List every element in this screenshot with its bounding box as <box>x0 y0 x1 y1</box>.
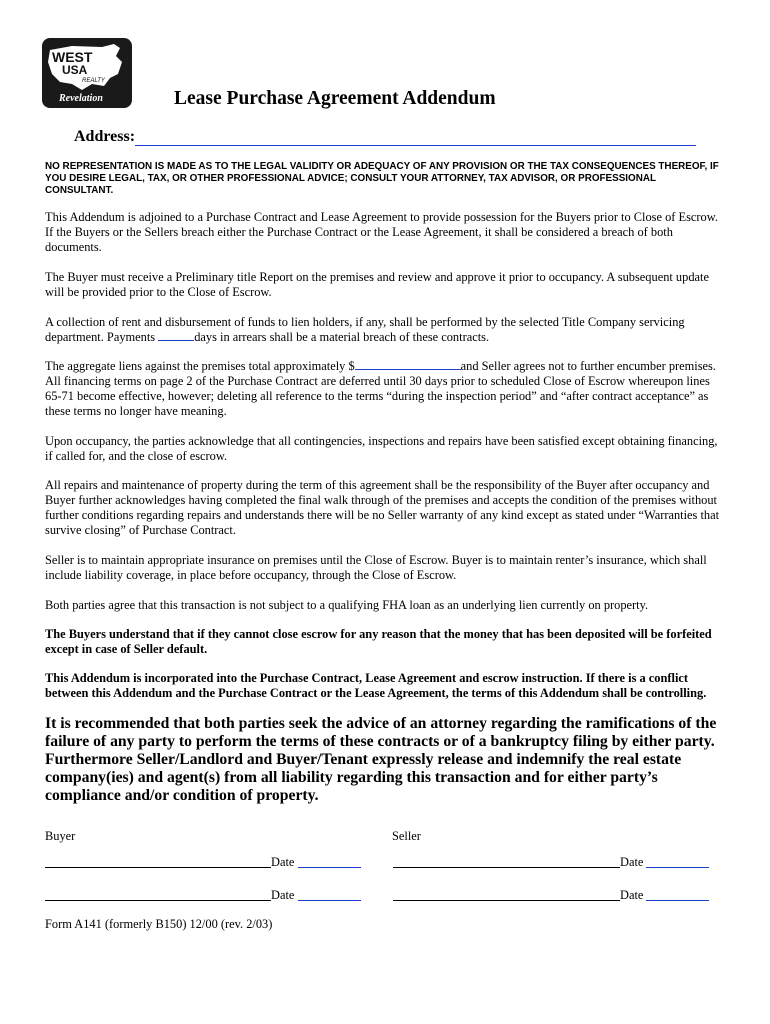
paragraph-possession: This Addendum is adjoined to a Purchase Contract and Lease Agreement to provide possession for the Buyers prior to Close of Escrow. If the Buyers or the Sellers breach either the Purchase Contract or the Lease Agreement, it shall be considered a breach of both documents. <box>45 210 718 254</box>
form-number-footer: Form A141 (formerly B150) 12/00 (rev. 2/03) <box>45 917 273 931</box>
payments-days-field[interactable] <box>158 330 194 341</box>
seller-signature-line-1[interactable] <box>393 867 620 868</box>
seller-signature-line-2[interactable] <box>393 900 620 901</box>
buyer-date-label-1: Date <box>271 855 295 869</box>
seller-date-field-2[interactable] <box>646 900 709 901</box>
paragraph-fha: Both parties agree that this transaction is not subject to a qualifying FHA loan as an underlying lien currently on property. <box>45 598 649 612</box>
paragraph-forfeit: The Buyers understand that if they cannot close escrow for any reason that the money that has been deposited will be forfeited except in case of Seller default. <box>45 627 712 656</box>
address-field[interactable] <box>135 145 696 146</box>
buyer-date-field-2[interactable] <box>298 900 361 901</box>
company-logo <box>42 38 132 108</box>
liens-amount-field[interactable] <box>355 359 461 370</box>
document-title: Lease Purchase Agreement Addendum <box>174 88 496 109</box>
paragraph-liens <box>45 359 725 419</box>
paragraph-rent-text-b: days in arrears shall be a material breach of these contracts. <box>194 330 490 344</box>
buyer-date-label-2: Date <box>271 888 295 902</box>
seller-label: Seller <box>392 829 421 843</box>
paragraph-insurance: Seller is to maintain appropriate insurance on premises until the Close of Escrow. Buyer is to maintain renter’s insurance, which shall include liability coverage, in place before occupancy, through the Close of Escrow. <box>45 553 707 582</box>
paragraph-incorporation: This Addendum is incorporated into the Purchase Contract, Lease Agreement and escrow instruction. If there is a conflict between this Addendum and the Purchase Contract or the Lease Agreement, the terms of this Addendum shall be controlling. <box>45 671 707 700</box>
logo-line1: WEST <box>52 49 93 65</box>
paragraph-liens-text-b: and Seller agrees not to further encumber premises. All financing terms on page 2 of the Purchase Contract are deferred until 30 days prior to scheduled Close of Escrow whereupon lines 65-71 become effective, however; deleting all reference to the terms “during the inspection period” and “after contract acceptance” as these terms no longer have meaning. <box>45 359 716 418</box>
buyer-signature-line-1[interactable] <box>45 867 271 868</box>
paragraph-title-report: The Buyer must receive a Preliminary title Report on the premises and review and approve it prior to occupancy. A subsequent update will be provided prior to the Close of Escrow. <box>45 270 709 299</box>
paragraph-rent-collection <box>45 315 725 345</box>
buyer-label: Buyer <box>45 829 76 843</box>
address-label: Address: <box>74 128 136 145</box>
paragraph-rent-text-a: A collection of rent and disbursement of funds to lien holders, if any, shall be performed by the selected Title Company servicing department. Payments <box>45 315 685 344</box>
buyer-signature-line-2[interactable] <box>45 900 271 901</box>
paragraph-occupancy: Upon occupancy, the parties acknowledge that all contingencies, inspections and repairs have been satisfied except obtaining financing, if called for, and the close of escrow. <box>45 434 718 463</box>
logo-line4: Revelation <box>59 93 103 104</box>
disclaimer: NO REPRESENTATION IS MADE AS TO THE LEGAL VALIDITY OR ADEQUACY OF ANY PROVISION OR THE TAX CONSEQUENCES THEREOF, IF YOU DESIRE LEGAL, TAX, OR OTHER PROFESSIONAL ADVICE; CONSULT YOUR ATTORNEY, TAX ADVISOR, OR PROFESSIONAL CONSULTANT. <box>45 161 719 196</box>
seller-date-label-1: Date <box>620 855 644 869</box>
logo-line2: USA <box>62 63 88 77</box>
buyer-date-field-1[interactable] <box>298 867 361 868</box>
paragraph-liens-text-a: The aggregate liens against the premises total approximately $ <box>45 359 355 373</box>
logo-line3: REALTY <box>82 78 105 84</box>
paragraph-attorney-advice: It is recommended that both parties seek the advice of an attorney regarding the ramifications of the failure of any party to perform the terms of these contracts or of a bankruptcy filing by either party. Furthermore Seller/Landlord and Buyer/Tenant expressly release and indemnify the real estate company(ies) and agent(s) from all liability regarding this transaction and for either party’s compliance and/or condition of property. <box>45 715 717 804</box>
seller-date-label-2: Date <box>620 888 644 902</box>
paragraph-repairs: All repairs and maintenance of property during the term of this agreement shall be the responsibility of the Buyer after occupancy and Buyer further acknowledges having completed the final walk through of the premises and accepts the condition of the premises without further conditions regarding repairs and understands there will be no Seller warranty of any kind except as stated under “Warranties that survive closing” of Purchase Contract. <box>45 478 720 537</box>
seller-date-field-1[interactable] <box>646 867 709 868</box>
